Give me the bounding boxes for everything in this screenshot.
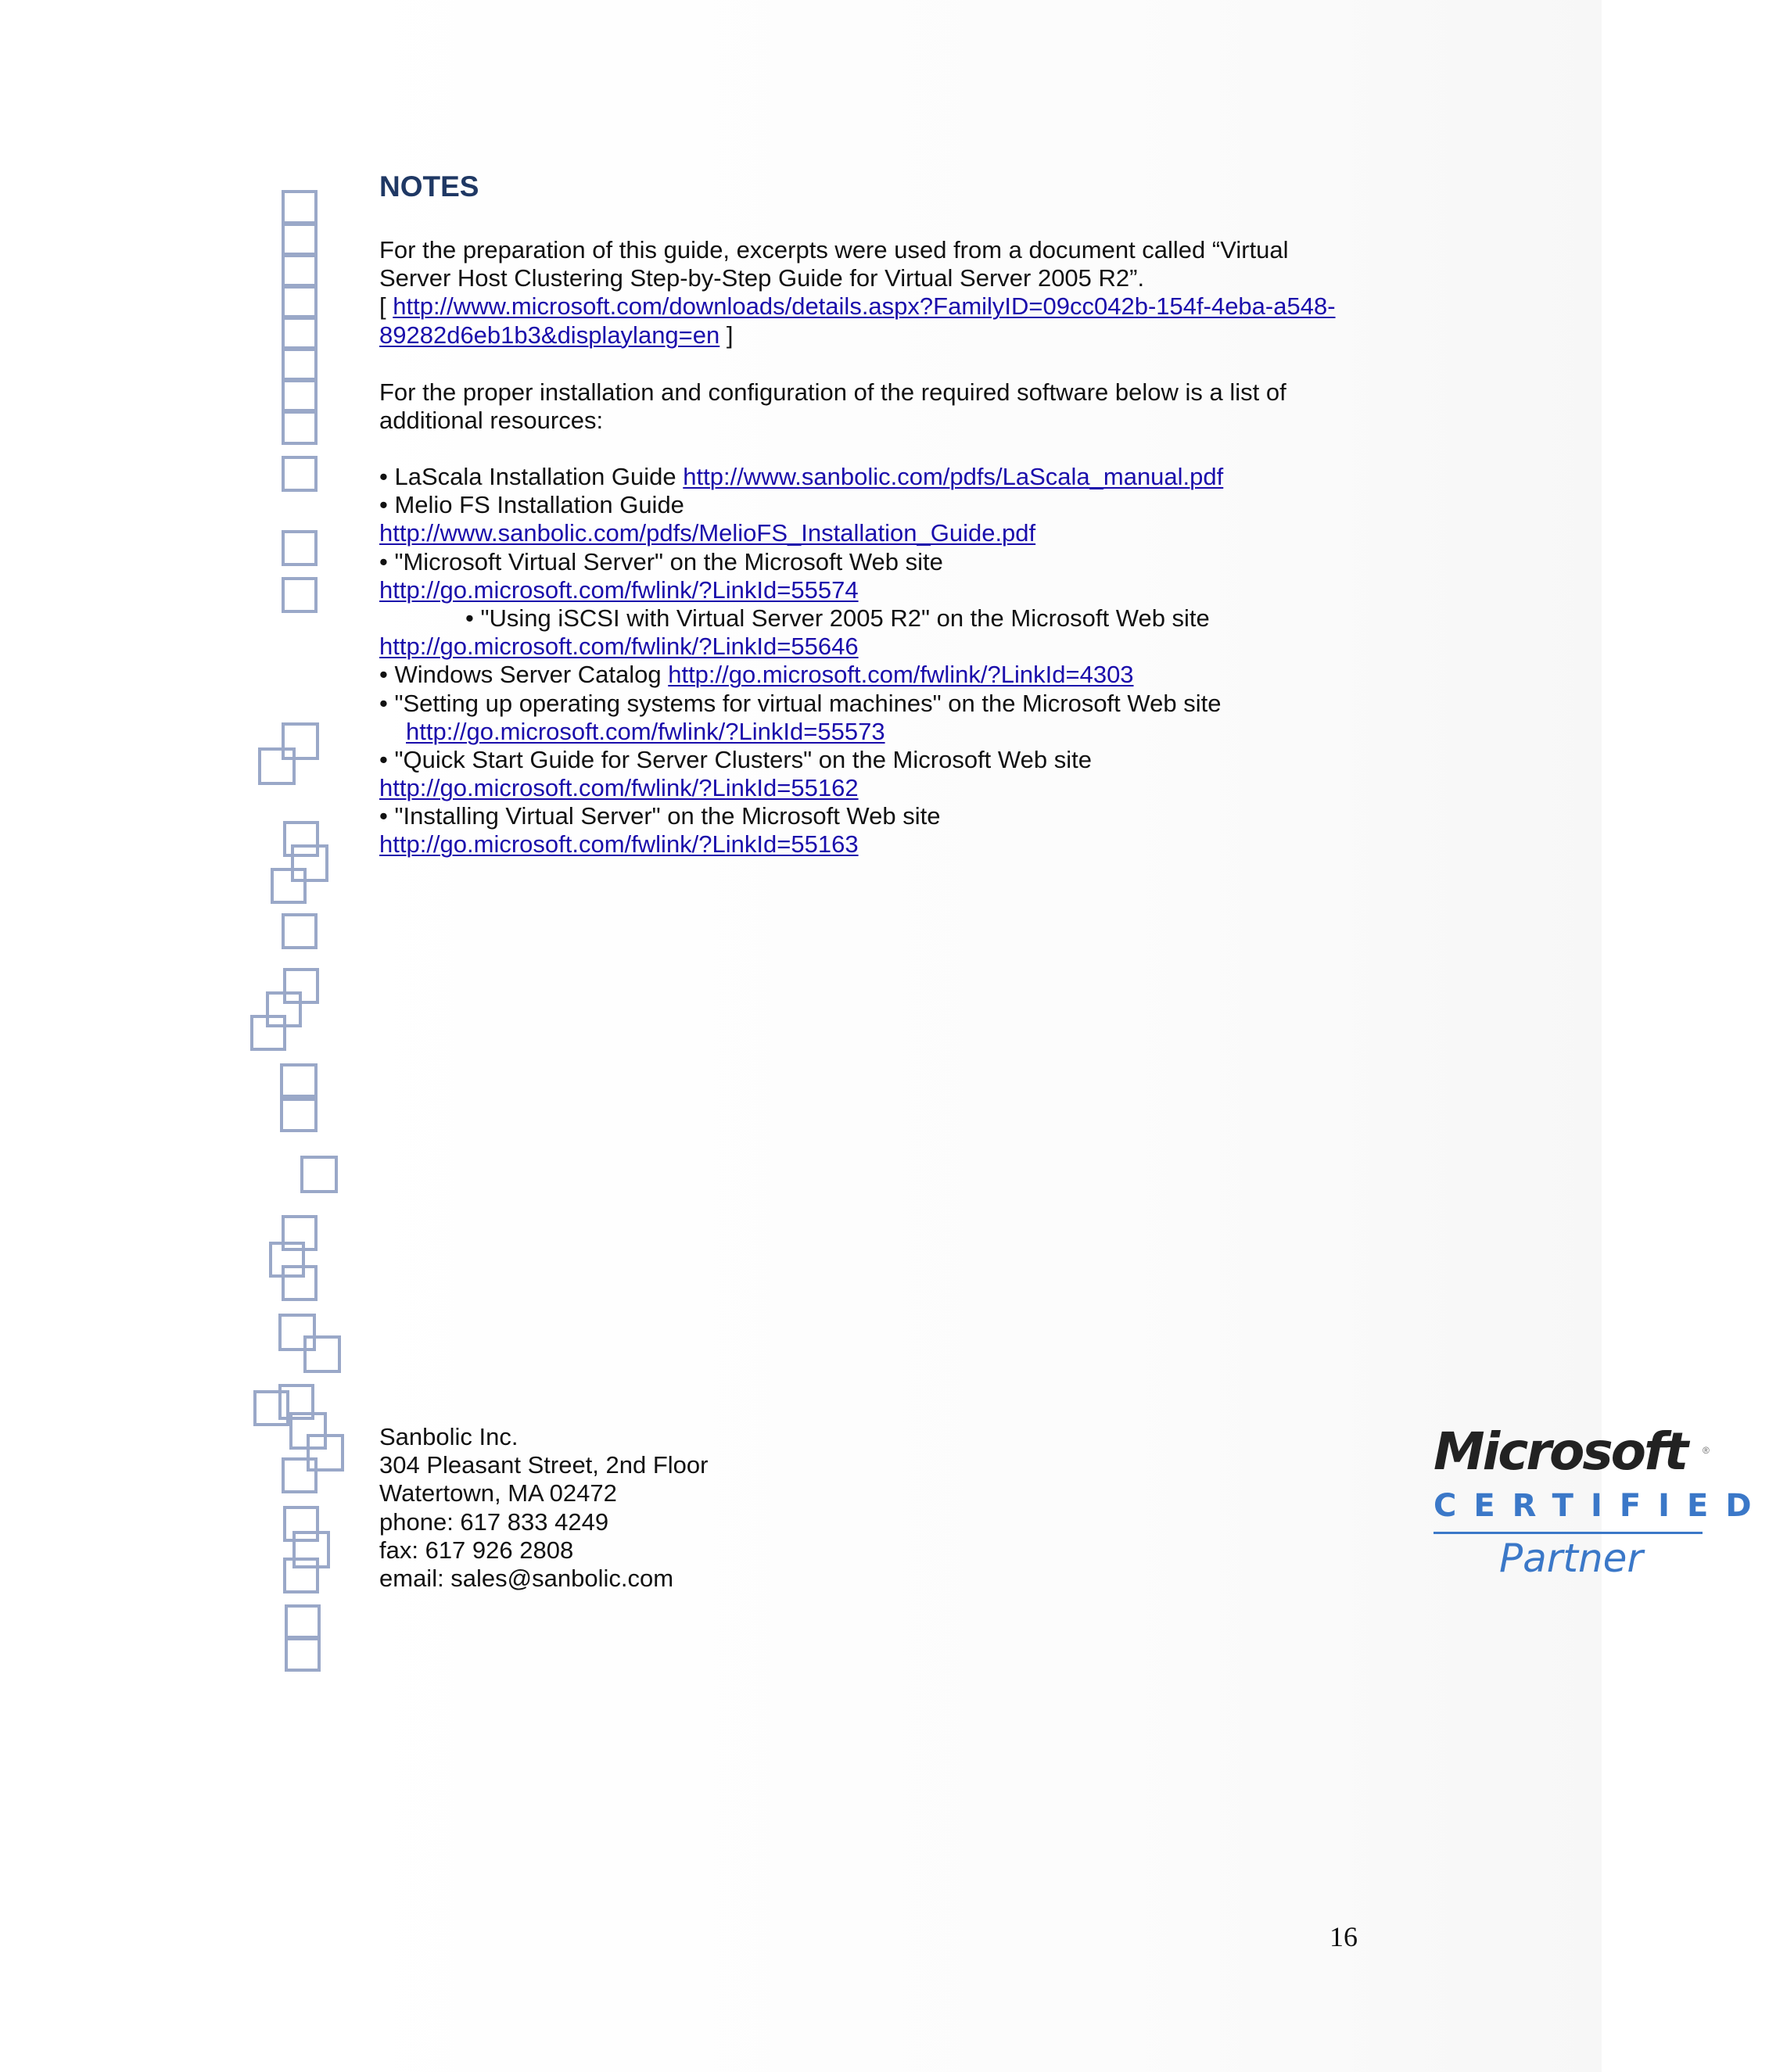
list-item xyxy=(379,718,1223,746)
list-item xyxy=(379,774,1223,802)
list-item: • "Setting up operating systems for virtual machines" on the Microsoft Web site xyxy=(379,689,1222,717)
certified-label: CERTIFIED xyxy=(1434,1488,1769,1524)
intro-paragraph xyxy=(379,236,1336,350)
email-address: email: sales@sanbolic.com xyxy=(379,1564,674,1592)
partner-label: Partner xyxy=(1499,1536,1643,1581)
meliofs-guide-link[interactable]: http://www.sanbolic.com/pdfs/MelioFS_Installation_Guide.pdf xyxy=(379,519,1036,547)
lascala-manual-link[interactable]: http://www.sanbolic.com/pdfs/LaScala_manual.pdf xyxy=(683,463,1224,490)
fax-number: fax: 617 926 2808 xyxy=(379,1536,574,1564)
intro-link-line xyxy=(379,321,1336,350)
logo-divider xyxy=(1434,1532,1703,1534)
resource-list xyxy=(379,463,1223,859)
server-catalog-link[interactable]: http://go.microsoft.com/fwlink/?LinkId=4303 xyxy=(668,661,1134,689)
list-item: • Melio FS Installation Guide xyxy=(379,491,684,519)
decorative-squares xyxy=(235,172,375,1689)
microsoft-certified-partner-logo xyxy=(1427,1421,1769,1595)
virtual-server-link[interactable]: http://go.microsoft.com/fwlink/?LinkId=55574 xyxy=(379,575,859,604)
notes-heading: NOTES xyxy=(379,170,479,203)
list-item: • "Microsoft Virtual Server" on the Microsoft Web site xyxy=(379,547,943,575)
list-item: • "Quick Start Guide for Server Clusters" on the Microsoft Web site xyxy=(379,745,1092,773)
microsoft-guide-link[interactable]: http://www.microsoft.com/downloads/details.aspx?FamilyID=09cc042b-154f-4eba-a548- xyxy=(393,292,1336,321)
list-item xyxy=(379,661,1223,689)
list-item xyxy=(379,633,1223,661)
catalog-label: • Windows Server Catalog xyxy=(379,661,669,689)
page-number: 16 xyxy=(1329,1921,1358,1952)
resources-paragraph xyxy=(379,378,1286,435)
resources-line: For the proper installation and configuration of the required software below is a list of xyxy=(379,378,1286,406)
street-address: 304 Pleasant Street, 2nd Floor xyxy=(379,1451,709,1479)
bracket-open: [ xyxy=(379,292,393,321)
lascala-label: • LaScala Installation Guide xyxy=(379,463,684,490)
iscsi-link[interactable]: http://go.microsoft.com/fwlink/?LinkId=55646 xyxy=(379,633,859,661)
resources-line: additional resources: xyxy=(379,407,604,435)
list-item: • "Installing Virtual Server" on the Microsoft Web site xyxy=(379,802,941,830)
microsoft-guide-link-continued[interactable]: 89282d6eb1b3&displaylang=en xyxy=(379,321,720,349)
list-item: • "Using iSCSI with Virtual Server 2005 R2" on the Microsoft Web site xyxy=(465,604,1210,632)
intro-line: For the preparation of this guide, excerpts were used from a document called “Virtual xyxy=(379,236,1289,263)
city-address: Watertown, MA 02472 xyxy=(379,1479,617,1507)
list-item xyxy=(379,463,1223,491)
quick-start-link[interactable]: http://go.microsoft.com/fwlink/?LinkId=55162 xyxy=(379,774,859,802)
phone-number: phone: 617 833 4249 xyxy=(379,1507,609,1536)
list-item xyxy=(379,576,1223,604)
intro-link-line xyxy=(379,292,1336,321)
list-item xyxy=(379,519,1223,547)
company-name: Sanbolic Inc. xyxy=(379,1423,518,1450)
list-item xyxy=(379,830,1223,859)
company-address xyxy=(379,1423,708,1593)
intro-line: Server Host Clustering Step-by-Step Guide for Virtual Server 2005 R2”. xyxy=(379,264,1145,292)
installing-virtual-server-link[interactable]: http://go.microsoft.com/fwlink/?LinkId=55163 xyxy=(379,830,859,859)
operating-systems-link[interactable]: http://go.microsoft.com/fwlink/?LinkId=55573 xyxy=(406,717,885,745)
microsoft-wordmark: Microsoft xyxy=(1434,1421,1687,1482)
registered-mark: ® xyxy=(1703,1445,1710,1456)
bracket-close: ] xyxy=(719,321,734,349)
